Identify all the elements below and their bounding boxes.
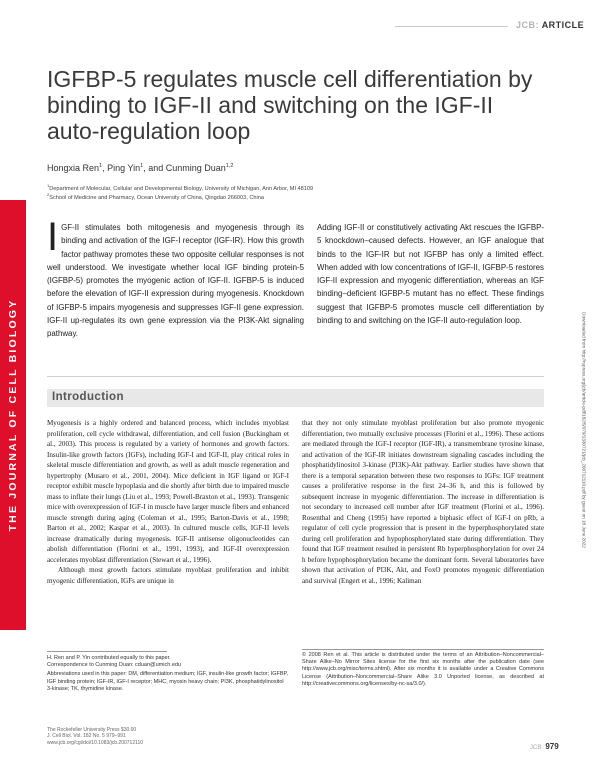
- download-notice: [578, 280, 590, 580]
- footer-line: The Rockefeller University Press $30.00: [47, 727, 137, 733]
- download-notice-text: Downloaded from http://rupress.org/jcb/article-pdf/182/5/979/1330721/jcb_200712110.pdf by guest on 18 June 2022: [581, 312, 587, 548]
- footnote: H. Ren and P. Yin contributed equally to this paper.: [47, 655, 171, 661]
- footnote-rule: [47, 651, 167, 652]
- footer-line: J. Cell Biol. Vol. 182 No. 5 979–991: [47, 733, 126, 740]
- drop-cap: I: [47, 215, 59, 259]
- section-heading: Introduction: [52, 391, 124, 403]
- affiliation-text: Department of Molecular, Cellular and Developmental Biology, University of Michigan, Ann Arbor, MI 48109: [49, 185, 314, 192]
- author-list: [47, 163, 233, 173]
- affiliation: [47, 192, 264, 201]
- journal-footer: [47, 727, 143, 746]
- body-right-column: [302, 418, 544, 586]
- affiliation-text: School of Medicine and Pharmacy, Ocean University of China, Qingdao 266003, China: [49, 194, 264, 201]
- abstract-left-column: [47, 215, 304, 341]
- author-affiliation-mark: 1,2: [225, 163, 234, 169]
- footnote: Correspondence to Cunming Duan: cduan@umich.edu: [47, 662, 181, 669]
- body-left-column: [47, 418, 289, 586]
- license-notice: © 2008 Ren et al. This article is distributed under the terms of an Attribution–Noncommercial–Share Alike–No Mirror Sites license for the first six months after the publication date (see http://www.jcb.org/misc/terms.shtml). After six months it is available under a Creative Commons License (Attribution–Noncommercial–Share Alike 3.0 Unported license, as described at http://creativecommons.org/licenses/by-nc-sa/3.0/).: [302, 652, 544, 687]
- journal-section-tag: [516, 20, 584, 30]
- footnotes-left: [47, 655, 289, 693]
- header-rule: [395, 26, 508, 27]
- abstract-text: Adding IGF-II or constitutively activating Akt rescues the IGFBP-5 knockdown–caused defects. However, an IGF analogue that binds to the IGF-IR but not IGFBP has only a limited effect. When added with low concentrations of IGF-II, IGFBP-5 restores IGF-II expression and myogenic differentiation, whereas an IGF binding–deficient IGFBP-5 mutant has no effect. These findings suggest that IGFBP-5 promotes muscle cell differentiation by binding to and switching on the IGF-II auto-regulation loop.: [317, 223, 544, 326]
- body-paragraph: Myogenesis is a highly ordered and balanced process, which includes myoblast proliferation, cell cycle withdrawal, differentiation, and cell fusion (Buckingham et al., 2003). This process is regulated by a variety of hormones and growth factors. Insulin-like growth factors (IGFs), including IGF-I and IGF-II, play critical roles in skeletal muscle differentiation and growth, as well as adult muscle regeneration and hypertrophy (Musaro et al., 2001, 2004). Mice deficient in IGF ligand or IGF-I receptor exhibit muscle hypoplasia and die shortly after birth due to impaired muscle mass to inflate their lungs (Liu et al., 1993; Powell-Braxton et al., 1993). Transgenic mice with overexpression of IGF-I in muscle have larger muscle fibers and enhanced muscle strength during aging (Coleman et al., 1995; Barton-Davis et al., 1998; Barton et al., 2002; Kaspar et al., 2003). In cultured muscle cells, IGF-II levels increase dramatically during myogenesis. IGF-II antisense oligonucleotides can abolish differentiation (Florini et al., 1991, 1993), and IGF-II overexpression accelerates myoblast differentiation (Stewart et al., 1996).: [47, 419, 289, 564]
- section-label: ARTICLE: [541, 20, 585, 30]
- body-paragraph: that they not only stimulate myoblast proliferation but also promote myogenic differentiation, two mutually exclusive processes (Florini et al., 1996). These actions are mediated through the IGF-I receptor (IGF-IR), a transmembrane tyrosine kinase, and activation of the IGF-IR initiates downstream signaling cascades including the phosphatidylinositol 3-kinase (PI3K)-Akt pathway. Earlier studies have shown that there is a temporal separation between these two responses to IGFs: IGF treatment causes a proliferative response in the first 24–36 h, and this is followed by subsequent increase in myogenic differentiation. The increase in differentiation is not secondary to increased cell number after IGF treatment (Florini et al., 1996). Rosenthal and Cheng (1995) have reported a biphasic effect of IGF-I on pRb, a regulator of cell cycle progression that is present in the hyperphosphorylated state during cell proliferation and hypophosphorylated state during differentiation. They found that IGF treatment resulted in persistent Rb hyperphosphorylation for over 24 h before hypophosphorylation became the dominant form. Several laboratories have shown that activation of PI3K, Akt, and FoxO promotes myogenic differentiation and survival (Engert et al., 1996; Kaliman: [302, 419, 544, 585]
- author-name: Cunming Duan: [165, 163, 226, 173]
- page-number: [530, 742, 559, 751]
- side-band-text: THE JOURNAL OF CELL BIOLOGY: [7, 298, 19, 532]
- author-name: Hongxia Ren: [47, 163, 100, 173]
- abstract-text: GF-II stimulates both mitogenesis and myogenesis through its binding and activation of the IGF-I receptor (IGF-IR). How this growth factor pathway promotes these two opposite cellular responses is not well understood. We investigate whether local IGF binding protein-5 (IGFBP-5) promotes the myogenic action of IGF-II. IGFBP-5 is induced before the elevation of IGF-II expression during myogenesis. Knockdown of IGFBP-5 impairs myogenesis and suppresses IGF-II gene expression. IGF-II up-regulates its own gene expression via the PI3K-Akt signaling pathway.: [47, 223, 304, 339]
- author-separator: ,: [102, 163, 108, 173]
- article-title: IGFBP-5 regulates muscle cell differentiation by binding to IGF-II and switching on the IGF-II auto-regulation loop: [47, 66, 533, 144]
- abstract-right-column: [317, 221, 544, 327]
- footnote: Abbreviations used in this paper: DM, differentiation medium; IGF, insulin-like growth factor; IGFBP, IGF binding protein; IGF-IR, IGF-I receptor; MHC, myosin heavy chain; PI3K, phosphatidylinositol 3-kinase; TK, thymidine kinase.: [47, 671, 288, 692]
- author-affiliation-mark: 1: [99, 163, 103, 169]
- page-number-value: 979: [545, 742, 559, 751]
- author-name: Ping Yin: [107, 163, 141, 173]
- journal-short: JCB:: [516, 20, 540, 30]
- affiliation-mark: 1: [47, 183, 50, 188]
- affiliation: [47, 183, 313, 192]
- author-separator: , and: [143, 163, 166, 173]
- license-rule: [302, 649, 544, 650]
- journal-side-band: [0, 200, 26, 630]
- footer-line: www.jcb.org/cgi/doi/10.1083/jcb.200712110: [47, 739, 144, 746]
- abstract-divider: [47, 376, 544, 377]
- affiliation-mark: 2: [47, 192, 50, 197]
- page-journal: JCB: [530, 745, 542, 751]
- author-affiliation-mark: 1: [140, 163, 144, 169]
- body-paragraph: Although most growth factors stimulate myoblast proliferation and inhibit myogenic differentiation, IGFs are unique in: [47, 566, 289, 585]
